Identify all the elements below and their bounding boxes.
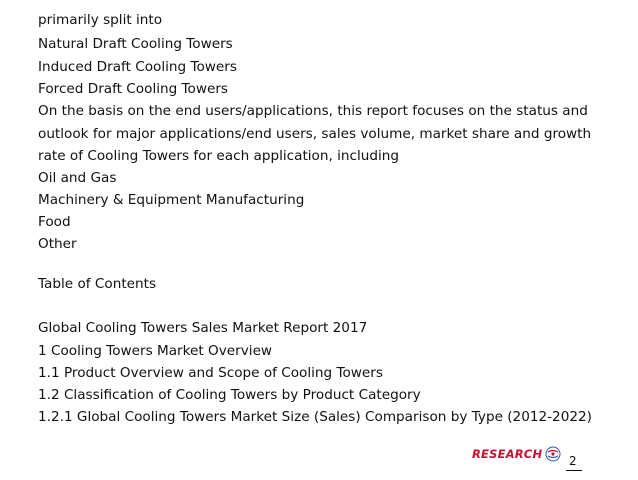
text-line-oil-gas: Oil and Gas — [38, 170, 117, 186]
text-line-applications-intro: On the basis on the end users/applications, this report focuses on the status and — [38, 103, 588, 119]
text-line-food: Food — [38, 214, 71, 230]
text-line-induced-draft: Induced Draft Cooling Towers — [38, 59, 237, 75]
text-line-natural-draft: Natural Draft Cooling Towers — [38, 36, 233, 52]
text-line-applications-rate: rate of Cooling Towers for each application, including — [38, 148, 400, 164]
text-line-other: Other — [38, 236, 77, 252]
page-number-underline — [566, 470, 582, 471]
toc-item-1-1: 1.1 Product Overview and Scope of Cooling Towers — [38, 365, 383, 381]
table-of-contents-heading: Table of Contents — [38, 276, 157, 292]
toc-item-1: 1 Cooling Towers Market Overview — [38, 343, 273, 359]
research-globe-icon — [545, 446, 561, 462]
text-line-machinery: Machinery & Equipment Manufacturing — [38, 192, 305, 208]
text-line-forced-draft: Forced Draft Cooling Towers — [38, 81, 229, 97]
toc-report-title: Global Cooling Towers Sales Market Report 2017 — [38, 320, 368, 336]
research-logo-text: RESEARCH — [472, 447, 543, 461]
research-logo — [472, 444, 561, 464]
toc-item-1-2: 1.2 Classification of Cooling Towers by Product Category — [38, 387, 421, 403]
text-line-applications-outlook: outlook for major applications/end users, sales volume, market share and growth — [38, 126, 592, 142]
text-line-split-into: primarily split into — [38, 12, 163, 28]
page-number: 2 — [569, 454, 577, 468]
toc-item-1-2-1: 1.2.1 Global Cooling Towers Market Size (Sales) Comparison by Type (2012-2022) — [38, 409, 592, 425]
